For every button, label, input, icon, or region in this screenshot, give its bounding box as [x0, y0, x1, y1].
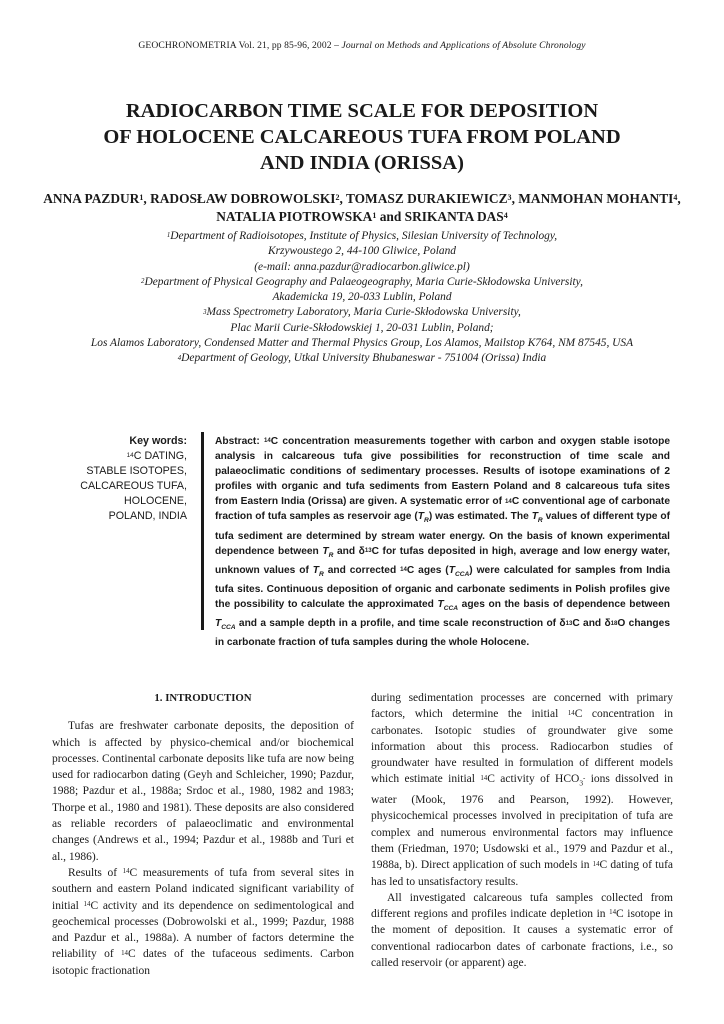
affiliation-email: (e-mail: anna.pazdur@radiocarbon.gliwice.pl)	[254, 260, 470, 273]
keyword: $^{14}$C DATING,	[126, 450, 187, 463]
keyword: HOLOCENE,	[124, 495, 187, 508]
affiliation-line: Akademicka 19, 20-033 Lublin, Poland	[272, 291, 452, 304]
keywords-block	[54, 434, 187, 525]
affiliations	[20, 229, 704, 367]
abstract-label: Abstract:	[215, 436, 260, 447]
affiliation-line: Los Alamos Laboratory, Condensed Matter and Thermal Physics Group, Los Alamos, Mailstop K764, NM 87545, USA	[90, 337, 634, 350]
abstract-text: Abstract: $^{14}$C concentration measurements together with carbon and oxygen stable isotope analysis in calcareous tufa give possibilities for reconstruction of time scale and palaeoclimatic conditions of sedimentary processes. Results of isotope examinations of 2 profiles with organic and tufa sediments from Eastern Poland and 8 calcareous tufa sites from Eastern India (Orissa) are given. A systematic error of $^{14}$C conventional age of carbonate fraction of tufa samples as reservoir age $(T_R)$ was estimated. The $T_R$ values of different type of tufa sediment are determined by stream water energy. On the basis of known experimental dependence between $T_R$ and $\delta^{13}C$ for tufas deposited in high, average and low energy water, unknown values of $T_R$ and corrected $^{14}$C ages $(T_{CCA})$ were calculated for samples from India tufa sites. Continuous deposition of organic and carbonate sediments in Polish profiles give the possibility to calculate the approximated $T_{CCA}$ ages on the basis of dependence between $T_{CCA}$ and a sample depth in a profile, and time scale reconstruction of $\delta^{13}C$ and $\delta^{18}O$ changes in carbonate fraction of tufa samples during the whole Holocene.	[215, 436, 670, 649]
body-column-left	[52, 690, 354, 979]
author: TOMASZ DURAKIEWICZ$^3$,	[345, 191, 519, 206]
keyword: STABLE ISOTOPES,	[86, 465, 187, 478]
title-line: OF HOLOCENE CALCAREOUS TUFA FROM POLAND	[103, 126, 621, 148]
journal-citation: GEOCHRONOMETRIA Vol. 21, pp 85-96, 2002 –	[138, 40, 342, 51]
paragraph: Results of $^{14}$C measurements of tufa from several sites in southern and eastern Poland indicated significant variability of initial $^{14}$C activity and its dependence on sedimentological and geochemical processes (Dobrowolski et al., 1999; Pazdur, 1988 and Pazdur et al., 1988a). A number of factors determine the reliability of $^{14}$C dates of the tufaceous sediments. Carbon isotopic fractionation	[52, 866, 354, 977]
paragraph: during sedimentation processes are concerned with primary factors, which determine the initial $^{14}$C concentration in carbonates. Isotopic studies of groundwater give some information about this process. Radiocarbon studies of groundwater have resulted in formulation of different models which estimate initial $^{14}$C activity of $HCO_3^-$ ions dissolved in water (Mook, 1976 and Pearson, 1992). However, physicochemical processes involved in precipitation of tufa are complex and numerous environmental factors may influence them (Friedman, 1970; Usdowski et al., 1979 and Pazdur et al., 1988a, b). Direct application of such models in $^{14}$C dating of tufa has led to unsatisfactory results.	[371, 692, 674, 888]
author: NATALIA PIOTROWSKA$^1$ and	[216, 209, 405, 224]
affiliation-line: $^3$Mass Spectrometry Laboratory, Maria Curie-Skłodowska University,	[203, 306, 521, 319]
paragraph: Tufas are freshwater carbonate deposits, the deposition of which is affected by physico-chemical and/or biochemical processes. Continental carbonate deposits like tufa are now being used for radiocarbon dating (Geyh and Schleicher, 1990; Pazdur, 1988; Pazdur et al., 1988a; Srdoc et al., 1980, 1982 and 1983; Thorpe et al., 1980 and 1981). These deposits are also considered as reliable recorders of palaeoclimatic and environmental changes (Andrews et al., 1994; Pazdur et al., 1988b and Turi et al., 1986).	[52, 720, 354, 863]
abstract-divider	[201, 432, 204, 630]
title-line: AND INDIA (ORISSA)	[260, 152, 464, 174]
author-list	[40, 190, 684, 226]
author: SRIKANTA DAS$^4$	[404, 209, 508, 224]
affiliation-line: $^1$Department of Radioisotopes, Institute of Physics, Silesian University of Technology,	[166, 230, 558, 242]
affiliation-line: Krzywoustego 2, 44-100 Gliwice, Poland	[268, 245, 456, 258]
paper-title	[40, 98, 684, 176]
author: RADOSŁAW DOBROWOLSKI$^2$,	[150, 191, 346, 206]
keyword: CALCAREOUS TUFA,	[80, 480, 187, 493]
affiliation-line: Plac Marii Curie-Skłodowskiej 1, 20-031 Lublin, Poland;	[230, 321, 494, 334]
keyword: POLAND, INDIA	[108, 510, 187, 523]
affiliation-line: $^2$Department of Physical Geography and Palaeogeography, Maria Curie-Skłodowska University,	[141, 275, 583, 288]
section-heading: 1. INTRODUCTION	[154, 692, 252, 704]
body-column-right	[371, 690, 673, 971]
affiliation-line: $^4$Department of Geology, Utkal University Bhubaneswar - 751004 (Orissa) India	[177, 352, 547, 365]
title-line: RADIOCARBON TIME SCALE FOR DEPOSITION	[125, 100, 599, 122]
paragraph: All investigated calcareous tufa samples collected from different regions and profiles indicate depletion in $^{14}$C isotope in the moment of deposition. It causes a systematic error of conventional radiocarbon dates of carbonate fractions, i.e., so called reservoir (or apparent) age.	[371, 891, 673, 970]
author: ANNA PAZDUR$^1$,	[43, 191, 151, 206]
running-head	[0, 40, 724, 51]
author: MANMOHAN MOHANTI$^4$,	[518, 191, 681, 206]
keywords-label: Key words:	[129, 435, 187, 447]
journal-subtitle: Journal on Methods and Applications of Absolute Chronology	[341, 40, 586, 51]
